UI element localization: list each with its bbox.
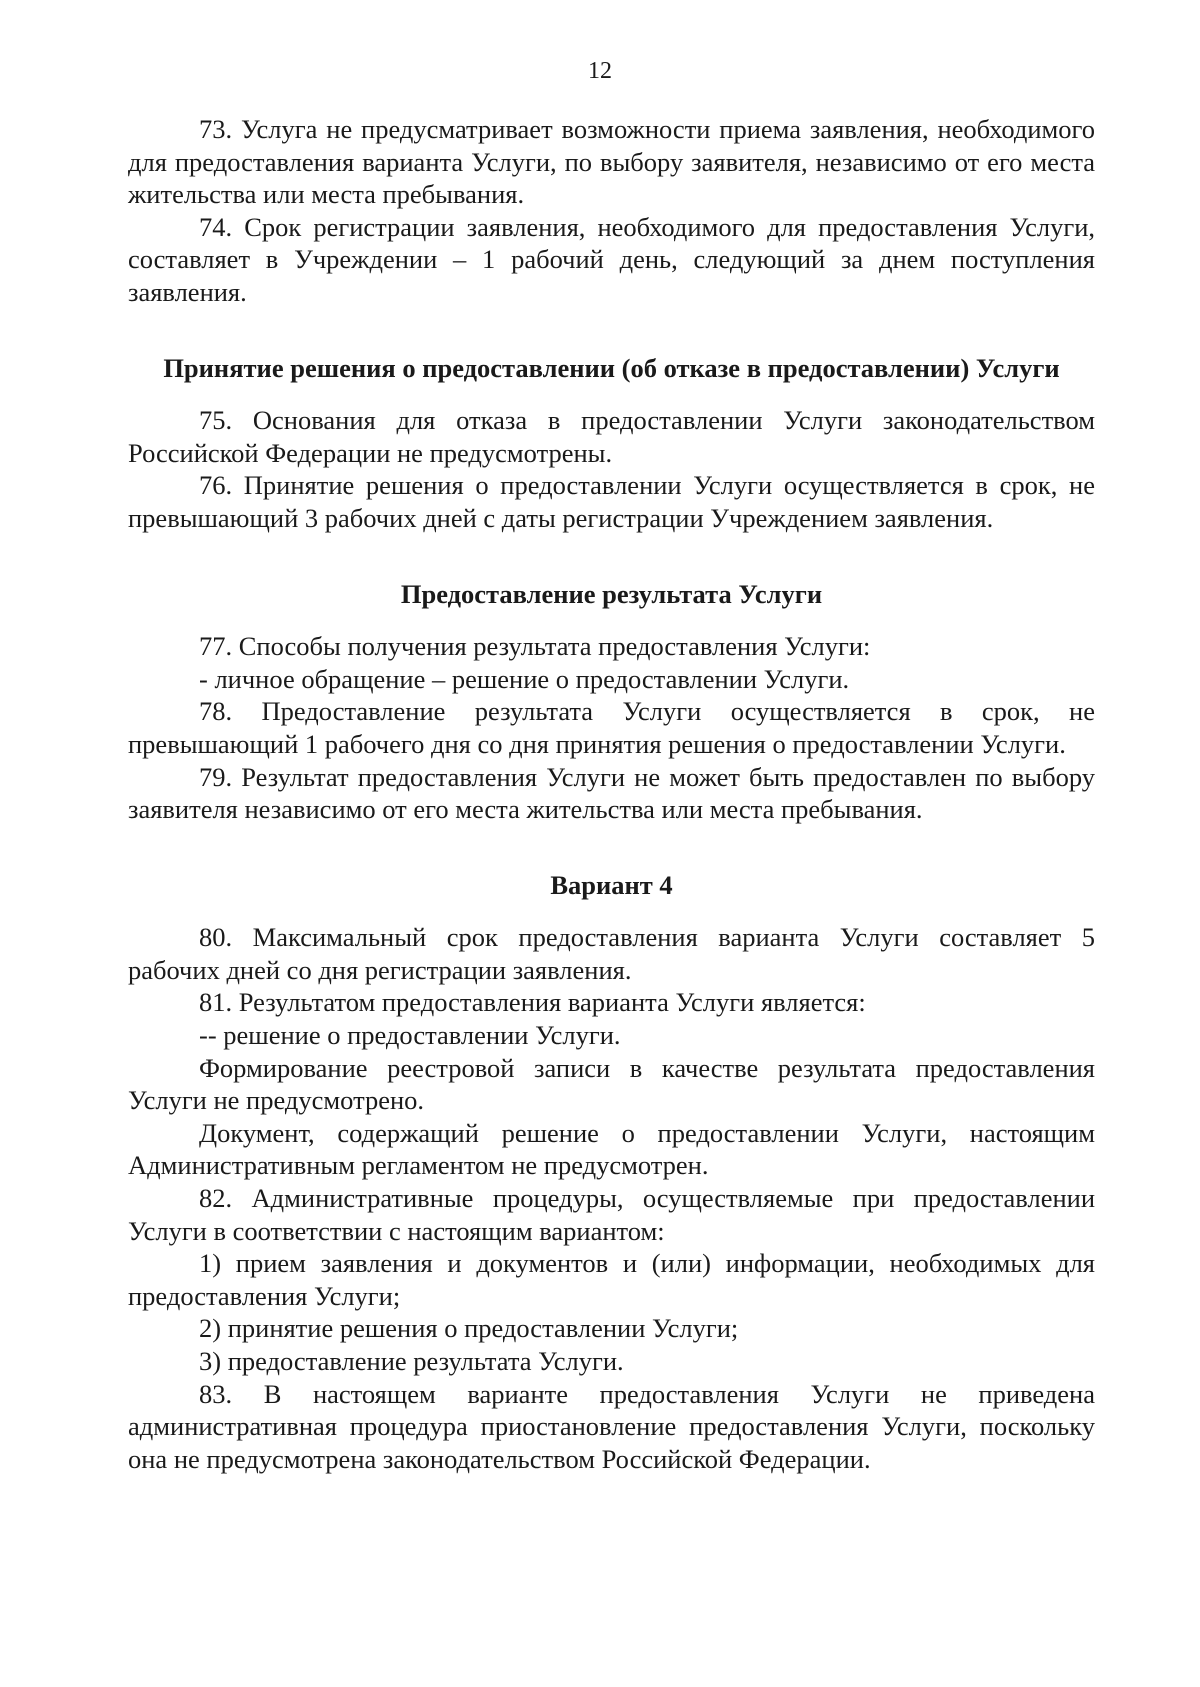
document-body bbox=[128, 113, 1095, 1475]
paragraph-78: 78. Предоставление результата Услуги осуществляется в срок, не превышающий 1 рабочего дня со дня принятия решения о предоставлении Услуги. bbox=[128, 696, 1095, 759]
section-heading-result: Предоставление результата Услуги bbox=[400, 578, 823, 609]
section-decision-body bbox=[128, 404, 1095, 534]
paragraph-decision-document: Документ, содержащий решение о предоставлении Услуги, настоящим Административным регламентом не предусмотрен. bbox=[128, 1117, 1095, 1181]
section-result-body bbox=[128, 630, 1095, 826]
paragraph-82: 82. Административные процедуры, осуществляемые при предоставлении Услуги в соответствии с настоящим вариантом: bbox=[128, 1183, 1095, 1246]
paragraph-82-item-2: 2) принятие решения о предоставлении Услуги; bbox=[199, 1313, 739, 1344]
paragraph-80: 80. Максимальный срок предоставления варианта Услуги составляет 5 рабочих дней со дня регистрации заявления. bbox=[128, 922, 1095, 985]
paragraph-81: 81. Результатом предоставления варианта Услуги является: bbox=[199, 987, 866, 1018]
paragraph-83: 83. В настоящем варианте предоставления Услуги не приведена административная процедура приостановление предоставления Услуги, поскольку она не предусмотрена законодательством Российской Федерации. bbox=[128, 1378, 1095, 1474]
paragraph-81-item: -- решение о предоставлении Услуги. bbox=[199, 1020, 621, 1051]
section-variant-4-body bbox=[128, 921, 1095, 1475]
paragraph-74: 74. Срок регистрации заявления, необходимого для предоставления Услуги, составляет в Учреждении – 1 рабочий день, следующий за днем поступления заявления. bbox=[128, 211, 1095, 307]
paragraph-75: 75. Основания для отказа в предоставлении Услуги законодательством Российской Федерации не предусмотрены. bbox=[128, 405, 1095, 468]
paragraph-77: 77. Способы получения результата предоставления Услуги: bbox=[199, 631, 871, 662]
paragraph-76: 76. Принятие решения о предоставлении Услуги осуществляется в срок, не превышающий 3 рабочих дней с даты регистрации Учреждением заявления. bbox=[128, 470, 1095, 533]
paragraph-77-item: - личное обращение – решение о предоставлении Услуги. bbox=[199, 663, 850, 694]
paragraph-79: 79. Результат предоставления Услуги не может быть предоставлен по выбору заявителя независимо от его места жительства или места пребывания. bbox=[128, 761, 1095, 825]
paragraph-73: 73. Услуга не предусматривает возможности приема заявления, необходимого для предоставления варианта Услуги, по выбору заявителя, независимо от его места жительства или места пребывания. bbox=[128, 114, 1095, 210]
paragraph-82-item-3: 3) предоставление результата Услуги. bbox=[199, 1346, 624, 1376]
page-number: 12 bbox=[588, 58, 612, 84]
section-heading-decision: Принятие решения о предоставлении (об отказе в предоставлении) Услуги bbox=[163, 352, 1060, 383]
section-heading-variant-4: Вариант 4 bbox=[550, 869, 673, 900]
paragraph-registry-record: Формирование реестровой записи в качестве результата предоставления Услуги не предусмотрено. bbox=[128, 1052, 1095, 1116]
paragraph-82-item-1: 1) прием заявления и документов и (или) информации, необходимых для предоставления Услуги; bbox=[128, 1248, 1095, 1311]
